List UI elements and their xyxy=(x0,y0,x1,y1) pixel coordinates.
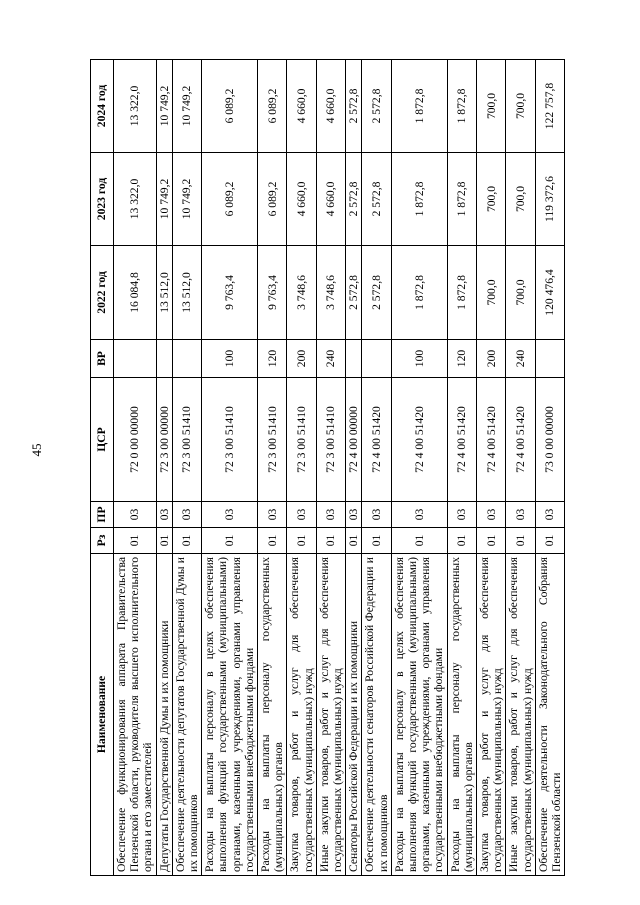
table-row xyxy=(535,60,564,876)
table-row xyxy=(362,60,391,876)
cell-pr: 03 xyxy=(535,502,564,528)
cell-vr: 240 xyxy=(316,340,345,378)
cell-2023: 2 572,8 xyxy=(346,153,362,246)
cell-2024: 700,0 xyxy=(477,60,506,153)
cell-name: Обеспечение функционирования аппарата Правительства Пензенской области, руководителя высшего исполнительного органа и его заместителей xyxy=(114,554,157,876)
cell-csr: 72 4 00 51420 xyxy=(447,378,476,502)
cell-name: Обеспечение деятельности сенаторов Российской Федерации и их помощников xyxy=(362,554,391,876)
budget-table xyxy=(90,59,565,876)
cell-2023: 2 572,8 xyxy=(362,153,391,246)
cell-2022: 700,0 xyxy=(477,246,506,340)
cell-vr xyxy=(362,340,391,378)
cell-2023: 4 660,0 xyxy=(316,153,345,246)
cell-2023: 6 089,2 xyxy=(202,153,258,246)
cell-2023: 1 872,8 xyxy=(391,153,447,246)
cell-2024: 700,0 xyxy=(506,60,535,153)
cell-2024: 13 322,0 xyxy=(114,60,157,153)
cell-rz: 01 xyxy=(287,528,316,554)
cell-vr xyxy=(156,340,172,378)
cell-2024: 2 572,8 xyxy=(362,60,391,153)
cell-rz: 01 xyxy=(172,528,201,554)
cell-pr: 03 xyxy=(477,502,506,528)
header-2024: 2024 год xyxy=(91,60,114,153)
cell-csr: 72 3 00 51410 xyxy=(202,378,258,502)
table-row xyxy=(391,60,447,876)
cell-name: Закупка товаров, работ и услуг для обеспечения государственных (муниципальных) нужд xyxy=(287,554,316,876)
cell-pr: 03 xyxy=(114,502,157,528)
cell-vr: 100 xyxy=(391,340,447,378)
cell-2022: 1 872,8 xyxy=(447,246,476,340)
cell-2024: 10 749,2 xyxy=(156,60,172,153)
cell-csr: 72 4 00 51420 xyxy=(506,378,535,502)
cell-vr: 240 xyxy=(506,340,535,378)
cell-rz: 01 xyxy=(202,528,258,554)
cell-name: Обеспечение деятельности депутатов Государственной Думы и их помощников xyxy=(172,554,201,876)
cell-pr: 03 xyxy=(362,502,391,528)
table-row xyxy=(202,60,258,876)
table-row xyxy=(447,60,476,876)
cell-csr: 72 3 00 51410 xyxy=(258,378,287,502)
cell-pr: 03 xyxy=(172,502,201,528)
cell-pr: 03 xyxy=(316,502,345,528)
table-row xyxy=(287,60,316,876)
cell-2024: 6 089,2 xyxy=(202,60,258,153)
page-number: 45 xyxy=(29,443,44,457)
cell-vr: 200 xyxy=(287,340,316,378)
cell-name: Закупка товаров, работ и услуг для обеспечения государственных (муниципальных) нужд xyxy=(477,554,506,876)
table-row xyxy=(506,60,535,876)
cell-pr: 03 xyxy=(258,502,287,528)
cell-2024: 4 660,0 xyxy=(316,60,345,153)
cell-name: Сенаторы Российской Федерации и их помощники xyxy=(346,554,362,876)
cell-rz: 01 xyxy=(362,528,391,554)
cell-name: Обеспечение деятельности Законодательного Собрания Пензенской области xyxy=(535,554,564,876)
cell-2023: 1 872,8 xyxy=(447,153,476,246)
cell-name: Расходы на выплаты персоналу в целях обеспечения выполнения функций государственными (муниципальными) органами, казенными учреждениями, органами управления государственными внебюджетными фондами xyxy=(202,554,258,876)
cell-vr xyxy=(346,340,362,378)
cell-csr: 72 3 00 00000 xyxy=(156,378,172,502)
cell-name: Расходы на выплаты персоналу государственных (муниципальных) органов xyxy=(447,554,476,876)
cell-vr xyxy=(114,340,157,378)
header-2023: 2023 год xyxy=(91,153,114,246)
cell-rz: 01 xyxy=(316,528,345,554)
cell-pr: 03 xyxy=(506,502,535,528)
cell-rz: 01 xyxy=(156,528,172,554)
cell-2023: 700,0 xyxy=(477,153,506,246)
cell-2022: 3 748,6 xyxy=(316,246,345,340)
cell-rz: 01 xyxy=(535,528,564,554)
cell-csr: 72 4 00 51420 xyxy=(362,378,391,502)
table-header-row xyxy=(91,60,114,876)
cell-2024: 4 660,0 xyxy=(287,60,316,153)
cell-csr: 72 4 00 51420 xyxy=(477,378,506,502)
header-name: Наименование xyxy=(91,554,114,876)
cell-name: Депутаты Государственной Думы и их помощники xyxy=(156,554,172,876)
cell-rz: 01 xyxy=(346,528,362,554)
cell-pr: 03 xyxy=(346,502,362,528)
cell-2022: 9 763,4 xyxy=(258,246,287,340)
cell-2024: 122 757,8 xyxy=(535,60,564,153)
cell-csr: 72 3 00 51410 xyxy=(287,378,316,502)
table-row xyxy=(346,60,362,876)
cell-2022: 120 476,4 xyxy=(535,246,564,340)
cell-csr: 72 3 00 51410 xyxy=(316,378,345,502)
cell-pr: 03 xyxy=(447,502,476,528)
cell-rz: 01 xyxy=(506,528,535,554)
rotated-page xyxy=(90,60,580,876)
table-row xyxy=(114,60,157,876)
cell-2022: 9 763,4 xyxy=(202,246,258,340)
header-vr: ВР xyxy=(91,340,114,378)
cell-vr: 120 xyxy=(447,340,476,378)
cell-name: Расходы на выплаты персоналу в целях обеспечения выполнения функций государственными (муниципальными) органами, казенными учреждениями, органами управления государственными внебюджетными фондами xyxy=(391,554,447,876)
cell-csr: 73 0 00 00000 xyxy=(535,378,564,502)
cell-pr: 03 xyxy=(202,502,258,528)
cell-2023: 10 749,2 xyxy=(156,153,172,246)
cell-rz: 01 xyxy=(477,528,506,554)
cell-2022: 1 872,8 xyxy=(391,246,447,340)
cell-vr xyxy=(172,340,201,378)
cell-vr: 120 xyxy=(258,340,287,378)
cell-vr: 200 xyxy=(477,340,506,378)
table-row xyxy=(156,60,172,876)
cell-2023: 6 089,2 xyxy=(258,153,287,246)
cell-rz: 01 xyxy=(258,528,287,554)
cell-2022: 13 512,0 xyxy=(156,246,172,340)
cell-rz: 01 xyxy=(391,528,447,554)
header-rz: Рз xyxy=(91,528,114,554)
cell-pr: 03 xyxy=(391,502,447,528)
cell-csr: 72 3 00 51410 xyxy=(172,378,201,502)
cell-2024: 2 572,8 xyxy=(346,60,362,153)
table-row xyxy=(477,60,506,876)
cell-2023: 10 749,2 xyxy=(172,153,201,246)
table-row xyxy=(258,60,287,876)
cell-pr: 03 xyxy=(156,502,172,528)
cell-2022: 13 512,0 xyxy=(172,246,201,340)
table-row xyxy=(316,60,345,876)
cell-name: Иные закупки товаров, работ и услуг для обеспечения государственных (муниципальных) нужд xyxy=(506,554,535,876)
cell-2024: 1 872,8 xyxy=(391,60,447,153)
cell-vr xyxy=(535,340,564,378)
cell-2023: 13 322,0 xyxy=(114,153,157,246)
cell-2022: 3 748,6 xyxy=(287,246,316,340)
cell-vr: 100 xyxy=(202,340,258,378)
cell-rz: 01 xyxy=(447,528,476,554)
header-pr: ПР xyxy=(91,502,114,528)
table-row xyxy=(172,60,201,876)
cell-2024: 10 749,2 xyxy=(172,60,201,153)
cell-2022: 2 572,8 xyxy=(362,246,391,340)
header-csr: ЦСР xyxy=(91,378,114,502)
cell-rz: 01 xyxy=(114,528,157,554)
cell-2023: 700,0 xyxy=(506,153,535,246)
cell-2023: 119 372,6 xyxy=(535,153,564,246)
cell-2022: 16 084,8 xyxy=(114,246,157,340)
cell-name: Расходы на выплаты персоналу государственных (муниципальных) органов xyxy=(258,554,287,876)
cell-name: Иные закупки товаров, работ и услуг для обеспечения государственных (муниципальных) нужд xyxy=(316,554,345,876)
cell-2022: 700,0 xyxy=(506,246,535,340)
header-2022: 2022 год xyxy=(91,246,114,340)
cell-csr: 72 4 00 00000 xyxy=(346,378,362,502)
cell-2024: 6 089,2 xyxy=(258,60,287,153)
cell-2024: 1 872,8 xyxy=(447,60,476,153)
cell-pr: 03 xyxy=(287,502,316,528)
cell-csr: 72 4 00 51420 xyxy=(391,378,447,502)
cell-2022: 2 572,8 xyxy=(346,246,362,340)
cell-csr: 72 0 00 00000 xyxy=(114,378,157,502)
cell-2023: 4 660,0 xyxy=(287,153,316,246)
